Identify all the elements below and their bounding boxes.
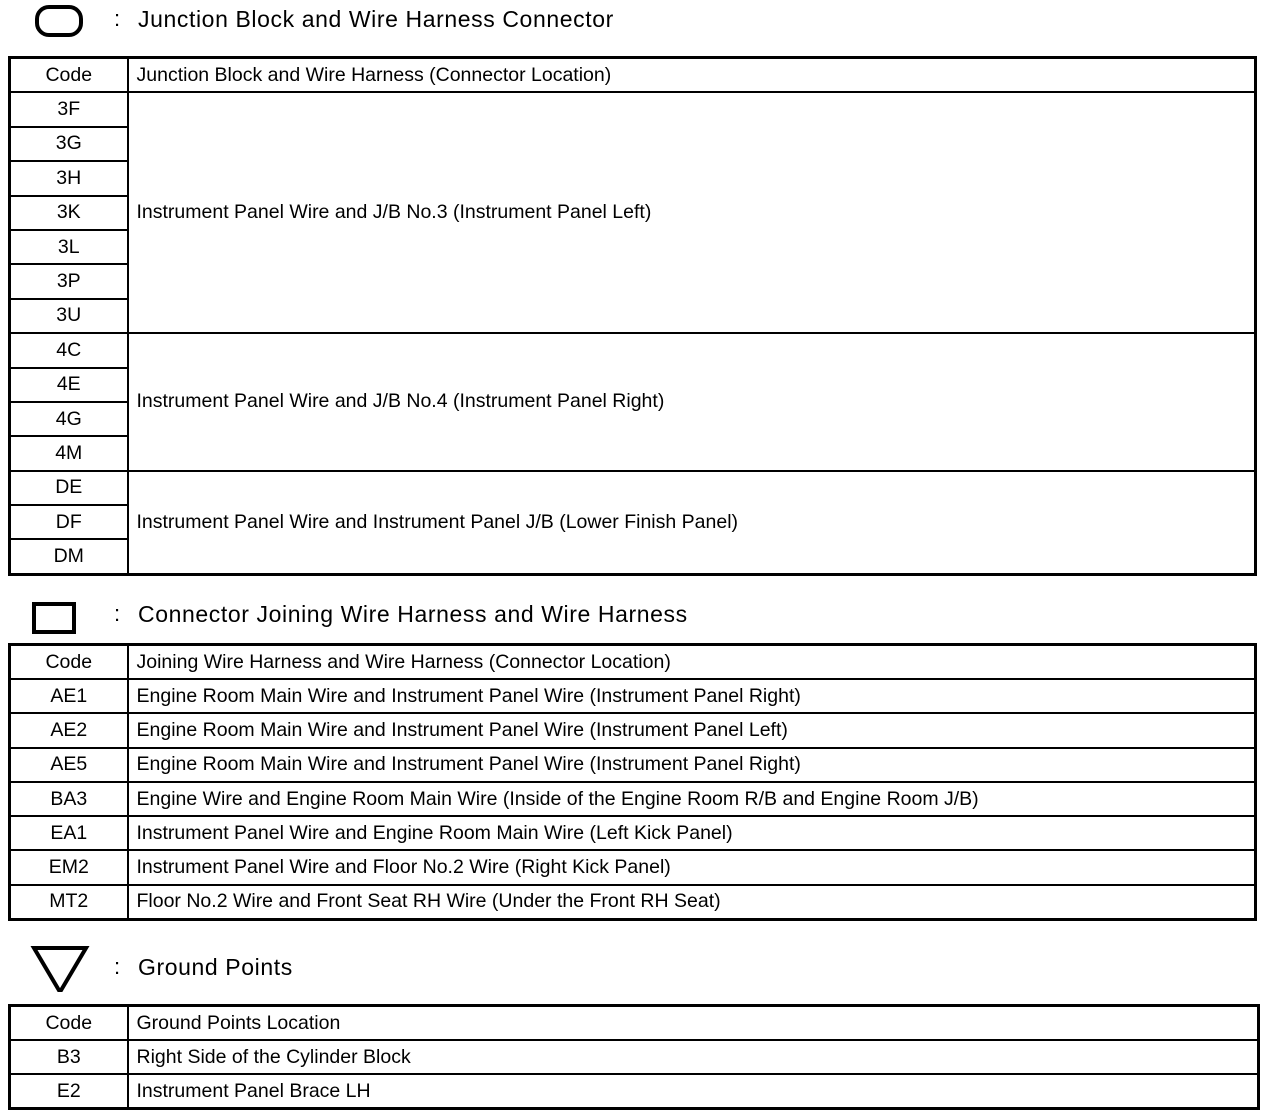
code-cell: 3F [10, 92, 128, 126]
table-row [10, 1074, 1259, 1109]
code-cell: 4C [10, 333, 128, 367]
triangle-icon [30, 942, 90, 992]
table-row [10, 679, 1256, 713]
junction-block-table [8, 56, 1257, 576]
table-row [10, 333, 1256, 367]
location-cell: Instrument Panel Wire and Engine Room Main Wire (Left Kick Panel) [128, 816, 1256, 850]
location-cell: Floor No.2 Wire and Front Seat RH Wire (Under the Front RH Seat) [128, 885, 1256, 920]
rounded-rect-icon [30, 0, 90, 50]
code-cell: EM2 [10, 850, 128, 884]
code-cell: DE [10, 471, 128, 505]
location-cell: Instrument Panel Wire and J/B No.4 (Instrument Panel Right) [128, 333, 1256, 471]
table-header-row [10, 1006, 1259, 1041]
code-cell: 3G [10, 127, 128, 161]
code-cell: B3 [10, 1040, 128, 1074]
location-cell: Instrument Panel Wire and Instrument Panel J/B (Lower Finish Panel) [128, 471, 1256, 575]
table-row [10, 885, 1256, 920]
code-cell: DM [10, 539, 128, 574]
connector-joining-table [8, 643, 1257, 921]
header-code: Code [10, 58, 128, 93]
table-row [10, 782, 1256, 816]
header-code: Code [10, 645, 128, 680]
code-cell: 4G [10, 402, 128, 436]
separator-colon: : [114, 954, 121, 979]
location-cell: Engine Room Main Wire and Instrument Panel Wire (Instrument Panel Left) [128, 713, 1256, 747]
code-cell: 3H [10, 161, 128, 195]
ground-points-table [8, 1004, 1260, 1110]
code-cell: 4M [10, 436, 128, 470]
table-header-row [10, 645, 1256, 680]
code-cell: AE2 [10, 713, 128, 747]
header-location: Junction Block and Wire Harness (Connector Location) [128, 58, 1256, 93]
location-cell: Engine Room Main Wire and Instrument Panel Wire (Instrument Panel Right) [128, 679, 1256, 713]
section-title: Ground Points [138, 954, 293, 980]
table-header-row [10, 58, 1256, 93]
code-cell: AE1 [10, 679, 128, 713]
table-row [10, 471, 1256, 505]
section-title: Junction Block and Wire Harness Connector [138, 6, 614, 32]
header-location: Joining Wire Harness and Wire Harness (Connector Location) [128, 645, 1256, 680]
table-row [10, 713, 1256, 747]
code-cell: MT2 [10, 885, 128, 920]
table-row [10, 816, 1256, 850]
code-cell: 4E [10, 368, 128, 402]
code-cell: 3P [10, 264, 128, 298]
code-cell: DF [10, 505, 128, 539]
table-row [10, 850, 1256, 884]
section-title: Connector Joining Wire Harness and Wire Harness [138, 601, 688, 627]
code-cell: E2 [10, 1074, 128, 1109]
table-row [10, 1040, 1259, 1074]
separator-colon: : [114, 601, 121, 626]
header-location: Ground Points Location [128, 1006, 1259, 1041]
table-row [10, 92, 1256, 126]
code-cell: 3K [10, 196, 128, 230]
location-cell: Instrument Panel Brace LH [128, 1074, 1259, 1109]
location-cell: Instrument Panel Wire and Floor No.2 Wire (Right Kick Panel) [128, 850, 1256, 884]
header-code: Code [10, 1006, 128, 1041]
location-cell: Right Side of the Cylinder Block [128, 1040, 1259, 1074]
code-cell: AE5 [10, 748, 128, 782]
location-cell: Engine Room Main Wire and Instrument Panel Wire (Instrument Panel Right) [128, 748, 1256, 782]
location-cell: Instrument Panel Wire and J/B No.3 (Instrument Panel Left) [128, 92, 1256, 333]
code-cell: BA3 [10, 782, 128, 816]
code-cell: EA1 [10, 816, 128, 850]
separator-colon: : [114, 6, 121, 31]
code-cell: 3L [10, 230, 128, 264]
location-cell: Engine Wire and Engine Room Main Wire (Inside of the Engine Room R/B and Engine Room J/B) [128, 782, 1256, 816]
rectangle-icon [30, 594, 90, 644]
table-row [10, 748, 1256, 782]
code-cell: 3U [10, 299, 128, 333]
